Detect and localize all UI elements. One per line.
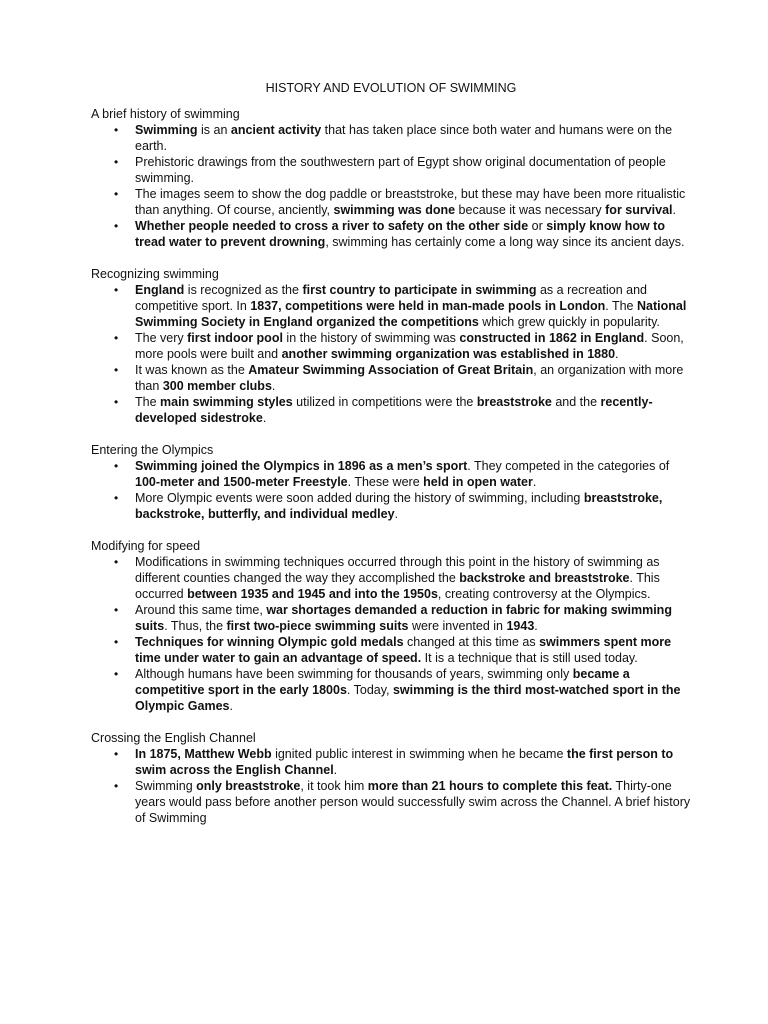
bullet-list bbox=[91, 458, 691, 522]
bullet-item bbox=[91, 666, 691, 714]
section bbox=[91, 538, 691, 714]
text-run: . bbox=[532, 475, 537, 489]
bold-text: first country to participate in swimming bbox=[302, 283, 537, 297]
bullet-list bbox=[91, 122, 691, 250]
text-run: . bbox=[615, 347, 619, 361]
text-run: . Thus, the bbox=[164, 619, 227, 633]
bullet-item bbox=[91, 186, 691, 218]
bold-text: National Swimming Society in England organized the competitions bbox=[135, 299, 687, 329]
text-run: . Today, bbox=[346, 683, 393, 697]
section-heading: Entering the Olympics bbox=[91, 443, 214, 457]
text-run: , an organization with more than bbox=[135, 363, 684, 393]
bold-text: constructed in 1862 in England bbox=[459, 331, 645, 345]
bold-text: In 1875, Matthew Webb bbox=[135, 747, 272, 761]
bold-text: first two-piece swimming suits bbox=[226, 619, 409, 633]
bold-text: Swimming joined the Olympics in 1896 as a men’s sport bbox=[135, 459, 468, 473]
bold-text: recently-developed sidestroke bbox=[135, 395, 653, 425]
text-run: . bbox=[271, 379, 276, 393]
text-run: . Soon, more pools were built and bbox=[135, 331, 684, 361]
bullet-item bbox=[91, 458, 691, 490]
text-run: . bbox=[262, 411, 267, 425]
bullet-list bbox=[91, 282, 691, 426]
text-run: More Olympic events were soon added during the history of swimming, including bbox=[135, 491, 584, 505]
text-run: Although humans have been swimming for thousands of years, swimming only bbox=[135, 667, 573, 681]
section-heading: Crossing the English Channel bbox=[91, 731, 256, 745]
bold-text: became a competitive sport in the early 1800s bbox=[135, 667, 630, 697]
bullet-item bbox=[91, 490, 691, 522]
document-page bbox=[91, 80, 691, 842]
bold-text: breaststroke bbox=[476, 395, 552, 409]
text-run: . This occurred bbox=[135, 571, 660, 601]
text-run: It was known as the bbox=[135, 363, 249, 377]
bullet-item bbox=[91, 218, 691, 250]
text-run: Modifications in swimming techniques occurred through this point in the history of swimming as different counties changed the way they accomplished the bbox=[135, 555, 660, 585]
bullet-item bbox=[91, 394, 691, 426]
text-run: utilized in competitions were the bbox=[292, 395, 477, 409]
text-run: that has taken place since both water and humans were on the earth. bbox=[135, 123, 673, 153]
bold-text: Whether people needed to cross a river to safety on the other side bbox=[135, 219, 529, 233]
bold-text: the first person to swim across the English Channel bbox=[135, 747, 674, 777]
text-run: Prehistoric drawings from the southwestern part of Egypt show original documentation of people swimming. bbox=[135, 155, 666, 185]
bullet-item bbox=[91, 282, 691, 330]
bold-text: only breaststroke bbox=[196, 779, 301, 793]
bold-text: more than 21 hours to complete this feat. bbox=[367, 779, 613, 793]
bullet-item bbox=[91, 746, 691, 778]
bold-text: Techniques for winning Olympic gold medals bbox=[135, 635, 404, 649]
bold-text: 100-meter and 1500-meter Freestyle bbox=[135, 475, 348, 489]
bold-text: 1943 bbox=[506, 619, 535, 633]
text-run: Around this same time, bbox=[135, 603, 267, 617]
text-run: is recognized as the bbox=[184, 283, 303, 297]
text-run: Swimming bbox=[135, 779, 197, 793]
text-run: . These were bbox=[347, 475, 424, 489]
text-run: . bbox=[672, 203, 677, 217]
text-run: because it was necessary bbox=[455, 203, 606, 217]
section bbox=[91, 442, 691, 522]
bold-text: 1837, competitions were held in man-made pools in London bbox=[250, 299, 606, 313]
document-body bbox=[91, 106, 691, 826]
text-run: in the history of swimming was bbox=[282, 331, 460, 345]
text-run: It is a technique that is still used today. bbox=[421, 651, 638, 665]
text-run: The images seem to show the dog paddle or breaststroke, but these may have been more ritualistic than anything. Of course, anciently, bbox=[135, 187, 686, 217]
bold-text: Swimming bbox=[135, 123, 198, 137]
section bbox=[91, 730, 691, 826]
text-run: . They competed in the categories of bbox=[467, 459, 670, 473]
text-run: , swimming has certainly come a long way since its ancient days. bbox=[325, 235, 685, 249]
text-run: . bbox=[394, 507, 399, 521]
text-run: . bbox=[333, 763, 338, 777]
bold-text: main swimming styles bbox=[160, 395, 293, 409]
section-heading: Modifying for speed bbox=[91, 539, 201, 553]
bold-text: first indoor pool bbox=[187, 331, 283, 345]
bold-text: for survival bbox=[605, 203, 673, 217]
bold-text: another swimming organization was established in 1880 bbox=[281, 347, 616, 361]
text-run: ignited public interest in swimming when he became bbox=[271, 747, 567, 761]
text-run: The very bbox=[135, 331, 188, 345]
bullet-item bbox=[91, 554, 691, 602]
text-run: , creating controversy at the Olympics. bbox=[437, 587, 651, 601]
text-run: which grew quickly in popularity. bbox=[478, 315, 660, 329]
bold-text: 300 member clubs bbox=[162, 379, 272, 393]
text-run: . bbox=[229, 699, 233, 713]
text-run: is an bbox=[197, 123, 231, 137]
text-run: Thirty-one years would pass before another person would successfully swim across the Channel. A brief history of Swimming bbox=[135, 779, 691, 825]
bullet-list bbox=[91, 746, 691, 826]
bullet-item bbox=[91, 122, 691, 154]
bold-text: ancient activity bbox=[230, 123, 322, 137]
text-run: . The bbox=[605, 299, 637, 313]
text-run: as a recreation and competitive sport. In bbox=[135, 283, 647, 313]
section-heading: Recognizing swimming bbox=[91, 267, 219, 281]
bold-text: backstroke and breaststroke bbox=[459, 571, 630, 585]
section-heading: A brief history of swimming bbox=[91, 107, 240, 121]
text-run: changed at this time as bbox=[403, 635, 540, 649]
text-run: , it took him bbox=[300, 779, 368, 793]
text-run: were invented in bbox=[408, 619, 507, 633]
bullet-item bbox=[91, 778, 691, 826]
bold-text: held in open water bbox=[423, 475, 533, 489]
bullet-item bbox=[91, 634, 691, 666]
bold-text: war shortages demanded a reduction in fabric for making swimming suits bbox=[135, 603, 672, 633]
text-run: and the bbox=[551, 395, 601, 409]
bullet-item bbox=[91, 602, 691, 634]
bullet-list bbox=[91, 554, 691, 714]
text-run: The bbox=[135, 395, 161, 409]
bold-text: simply know how to tread water to prevent drowning bbox=[135, 219, 665, 249]
bold-text: swimmers spent more time under water to gain an advantage of speed. bbox=[135, 635, 672, 665]
section bbox=[91, 106, 691, 250]
bold-text: swimming is the third most-watched sport in the Olympic Games bbox=[135, 683, 681, 713]
section bbox=[91, 266, 691, 426]
bold-text: breaststroke, backstroke, butterfly, and individual medley bbox=[135, 491, 663, 521]
bold-text: between 1935 and 1945 and into the 1950s bbox=[187, 587, 438, 601]
bold-text: swimming was done bbox=[333, 203, 456, 217]
bullet-item bbox=[91, 330, 691, 362]
bullet-item bbox=[91, 154, 691, 186]
document-title: HISTORY AND EVOLUTION OF SWIMMING bbox=[265, 81, 517, 95]
bullet-item bbox=[91, 362, 691, 394]
bold-text: England bbox=[135, 283, 185, 297]
text-run: . bbox=[534, 619, 538, 633]
bold-text: Amateur Swimming Association of Great Britain bbox=[248, 363, 534, 377]
text-run: or bbox=[528, 219, 547, 233]
